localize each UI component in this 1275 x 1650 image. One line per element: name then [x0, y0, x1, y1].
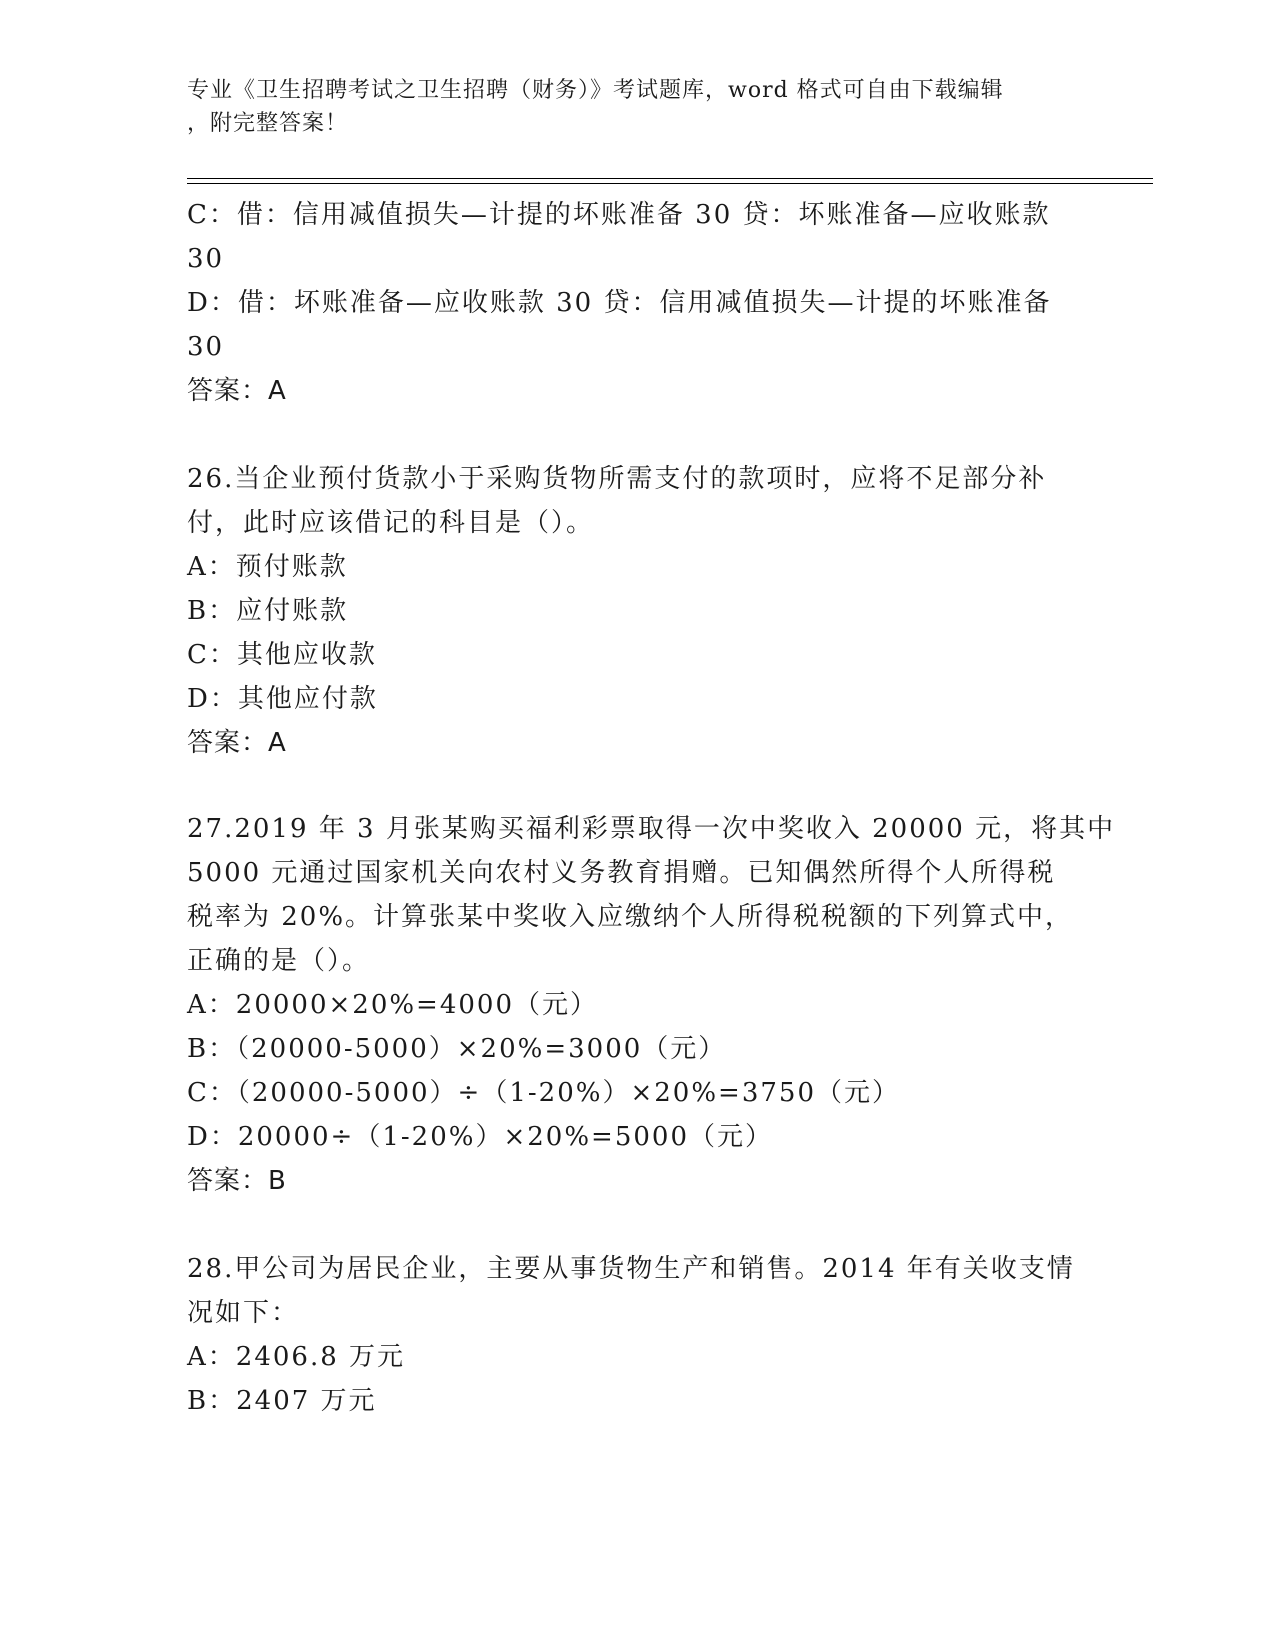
question-28-stem-2: 况如下：	[187, 1298, 300, 1328]
question-26-option-c: C：其他应收款	[187, 640, 377, 670]
question-28-stem-1: 28.甲公司为居民企业，主要从事货物生产和销售。2014 年有关收支情	[187, 1254, 1075, 1284]
option-d-line-2: 30	[187, 332, 225, 362]
question-27-answer: 答案：B	[187, 1166, 287, 1196]
option-c-line-1: C：借：信用减值损失—计提的坏账准备 30 贷：坏账准备—应收账款	[187, 200, 1051, 230]
answer-label: 答案：A	[187, 376, 287, 406]
question-26-option-b: B：应付账款	[187, 596, 349, 626]
option-d-line-1: D：借：坏账准备—应收账款 30 贷：信用减值损失—计提的坏账准备	[187, 288, 1052, 318]
question-27-stem-2: 5000 元通过国家机关向农村义务教育捐赠。已知偶然所得个人所得税	[187, 858, 1056, 888]
header-line-1: 专业《卫生招聘考试之卫生招聘（财务）》考试题库，word 格式可自由下载编辑	[187, 78, 1004, 103]
question-27-stem-1: 27.2019 年 3 月张某购买福利彩票取得一次中奖收入 20000 元，将其中	[187, 814, 1116, 844]
header-divider-bottom	[187, 183, 1153, 184]
question-26-option-a: A：预付账款	[187, 552, 348, 582]
question-28-option-a: A：2406.8 万元	[187, 1342, 406, 1372]
question-27-stem-4: 正确的是（）。	[187, 946, 371, 976]
question-27-option-c: C：（20000-5000）÷（1-20%）×20%=3750（元）	[187, 1078, 900, 1108]
question-26-stem-2: 付，此时应该借记的科目是（）。	[187, 508, 595, 538]
question-27-option-b: B：（20000-5000）×20%=3000（元）	[187, 1034, 727, 1064]
question-26-stem-1: 26.当企业预付货款小于采购货物所需支付的款项时，应将不足部分补	[187, 464, 1047, 494]
question-28-option-b: B：2407 万元	[187, 1386, 377, 1416]
question-27-option-a: A：20000×20%=4000（元）	[187, 990, 599, 1020]
header-line-2: ，附完整答案！	[187, 111, 349, 136]
question-26-option-d: D：其他应付款	[187, 684, 378, 714]
option-c-line-2: 30	[187, 244, 225, 274]
question-26-answer: 答案：A	[187, 728, 287, 758]
document-header	[187, 74, 1087, 140]
question-27-stem-3: 税率为 20%。计算张某中奖收入应缴纳个人所得税税额的下列算式中，	[187, 902, 1074, 932]
header-divider-top	[187, 178, 1153, 179]
question-27-option-d: D：20000÷（1-20%）×20%=5000（元）	[187, 1122, 773, 1152]
